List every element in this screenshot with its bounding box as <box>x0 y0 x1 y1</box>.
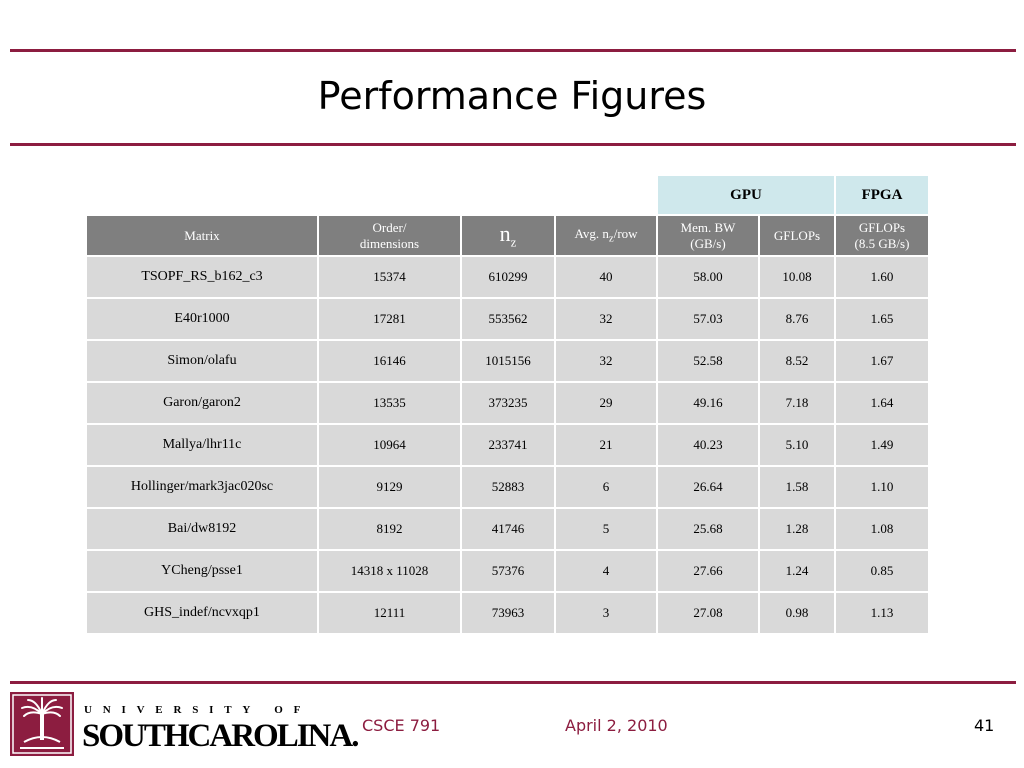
footer-page-number: 41 <box>974 716 995 735</box>
avg-nz-cell: 29 <box>556 383 656 423</box>
fpga-gflops-cell: 1.65 <box>836 299 928 339</box>
gpu-gflops-cell: 1.24 <box>760 551 834 591</box>
table-row <box>87 467 928 507</box>
membw-cell: 27.66 <box>658 551 758 591</box>
membw-cell: 26.64 <box>658 467 758 507</box>
avg-nz-cell: 6 <box>556 467 656 507</box>
nz-cell: 1015156 <box>462 341 554 381</box>
nz-cell: 52883 <box>462 467 554 507</box>
table-row <box>87 299 928 339</box>
avg-nz-cell: 21 <box>556 425 656 465</box>
table-row <box>87 551 928 591</box>
fpga-gflops-header <box>836 216 928 255</box>
top-rule <box>10 49 1016 52</box>
gpu-gflops-cell: 8.52 <box>760 341 834 381</box>
table-row <box>87 341 928 381</box>
membw-cell: 40.23 <box>658 425 758 465</box>
membw-header-line2: (GB/s) <box>690 235 726 251</box>
fpga-gflops-cell: 1.49 <box>836 425 928 465</box>
table-row <box>87 257 928 297</box>
fpga-header-line2: (8.5 GB/s) <box>854 235 910 251</box>
order-cell: 16146 <box>319 341 460 381</box>
order-cell: 17281 <box>319 299 460 339</box>
nz-cell: 610299 <box>462 257 554 297</box>
avg-nz-cell: 4 <box>556 551 656 591</box>
university-name-line2: SOUTHCAROLINA. <box>82 718 358 754</box>
slide-title: Performance Figures <box>317 74 707 118</box>
matrix-cell: GHS_indef/ncvxqp1 <box>87 593 317 633</box>
fpga-header-line1: GFLOPs <box>858 219 906 235</box>
fpga-gflops-cell: 1.13 <box>836 593 928 633</box>
fpga-gflops-cell: 1.67 <box>836 341 928 381</box>
fpga-gflops-cell: 0.85 <box>836 551 928 591</box>
membw-header <box>658 216 758 255</box>
membw-cell: 52.58 <box>658 341 758 381</box>
footer-course: CSCE 791 <box>362 716 441 735</box>
group-header-blank <box>87 176 656 214</box>
university-name-line1: UNIVERSITY OF <box>84 704 312 716</box>
matrix-cell: Garon/garon2 <box>87 383 317 423</box>
avg-nz-cell: 5 <box>556 509 656 549</box>
matrix-cell: Mallya/lhr11c <box>87 425 317 465</box>
fpga-group-header: FPGA <box>836 176 928 214</box>
order-cell: 13535 <box>319 383 460 423</box>
avg-nz-cell: 40 <box>556 257 656 297</box>
fpga-gflops-cell: 1.08 <box>836 509 928 549</box>
nz-cell: 373235 <box>462 383 554 423</box>
performance-table <box>85 174 930 635</box>
order-header <box>319 216 460 255</box>
matrix-cell: TSOPF_RS_b162_c3 <box>87 257 317 297</box>
table-row <box>87 509 928 549</box>
membw-header-line1: Mem. BW <box>680 219 736 235</box>
order-cell: 9129 <box>319 467 460 507</box>
avg-header-sub: z <box>608 232 614 245</box>
gpu-group-header: GPU <box>658 176 834 214</box>
group-header-row <box>87 176 928 214</box>
order-cell: 8192 <box>319 509 460 549</box>
order-cell: 12111 <box>319 593 460 633</box>
gpu-gflops-cell: 0.98 <box>760 593 834 633</box>
nz-cell: 41746 <box>462 509 554 549</box>
nz-cell: 553562 <box>462 299 554 339</box>
nz-cell: 57376 <box>462 551 554 591</box>
gpu-gflops-cell: 10.08 <box>760 257 834 297</box>
palmetto-logo-icon <box>10 692 74 756</box>
gpu-gflops-cell: 1.28 <box>760 509 834 549</box>
order-header-line2: dimensions <box>359 235 420 251</box>
nz-cell: 233741 <box>462 425 554 465</box>
title-underline-rule <box>10 143 1016 146</box>
matrix-cell: Hollinger/mark3jac020sc <box>87 467 317 507</box>
table-row <box>87 593 928 633</box>
order-cell: 10964 <box>319 425 460 465</box>
footer-rule <box>10 681 1016 684</box>
membw-cell: 49.16 <box>658 383 758 423</box>
matrix-cell: Simon/olafu <box>87 341 317 381</box>
footer-date: April 2, 2010 <box>565 716 668 735</box>
order-cell: 14318 x 11028 <box>319 551 460 591</box>
table-row <box>87 425 928 465</box>
matrix-cell: YCheng/psse1 <box>87 551 317 591</box>
column-header-row <box>87 216 928 255</box>
avg-header-pre: Avg. n <box>574 225 609 241</box>
fpga-gflops-cell: 1.10 <box>836 467 928 507</box>
avg-nz-cell: 32 <box>556 299 656 339</box>
gpu-gflops-cell: 1.58 <box>760 467 834 507</box>
nz-header-main: n <box>499 221 511 246</box>
membw-cell: 58.00 <box>658 257 758 297</box>
order-header-line1: Order/ <box>372 219 407 235</box>
gpu-gflops-cell: 5.10 <box>760 425 834 465</box>
avg-header-post: /row <box>613 225 638 241</box>
membw-cell: 27.08 <box>658 593 758 633</box>
membw-cell: 57.03 <box>658 299 758 339</box>
matrix-header: Matrix <box>87 216 317 255</box>
matrix-cell: E40r1000 <box>87 299 317 339</box>
order-cell: 15374 <box>319 257 460 297</box>
matrix-cell: Bai/dw8192 <box>87 509 317 549</box>
gpu-gflops-header: GFLOPs <box>760 216 834 255</box>
nz-cell: 73963 <box>462 593 554 633</box>
gpu-gflops-cell: 8.76 <box>760 299 834 339</box>
avg-nz-cell: 32 <box>556 341 656 381</box>
nz-header <box>462 216 554 255</box>
gpu-gflops-cell: 7.18 <box>760 383 834 423</box>
avg-nz-header <box>556 216 656 255</box>
fpga-gflops-cell: 1.64 <box>836 383 928 423</box>
avg-nz-cell: 3 <box>556 593 656 633</box>
fpga-gflops-cell: 1.60 <box>836 257 928 297</box>
membw-cell: 25.68 <box>658 509 758 549</box>
nz-header-sub: z <box>510 234 517 250</box>
table-row <box>87 383 928 423</box>
